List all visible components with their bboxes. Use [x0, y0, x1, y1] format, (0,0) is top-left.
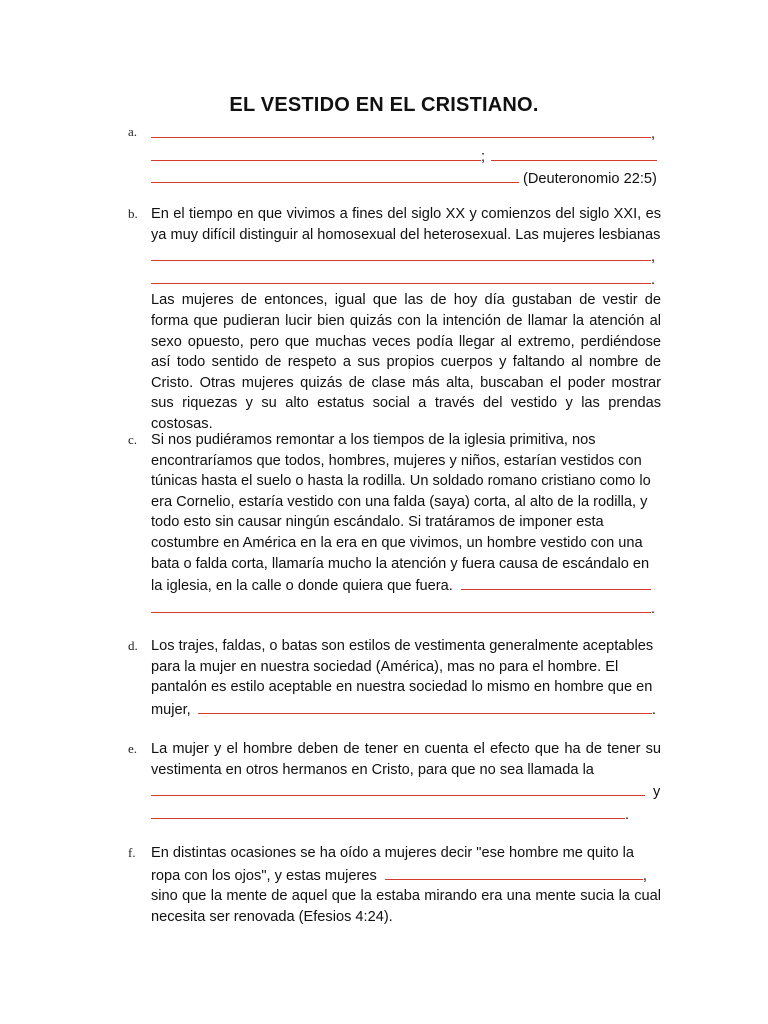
fill-blank[interactable]	[151, 167, 519, 183]
item-b-body	[151, 204, 661, 435]
item-f-text-start: En distintas ocasiones se ha oído a mujeres decir "ese hombre me quito la ropa con los ojos", y estas mujeres	[151, 845, 634, 884]
item-f	[128, 843, 664, 927]
document-title: EL VESTIDO EN EL CRISTIANO.	[229, 94, 539, 116]
fill-blank[interactable]	[151, 803, 625, 819]
punctuation: ;	[481, 148, 486, 165]
item-c-body	[151, 430, 661, 619]
punctuation: .	[625, 806, 630, 823]
item-f-text-end: sino que la mente de aquel que la estaba mirando era una mente sucia la cual necesita ser renovada (Efesios 4:24).	[151, 888, 661, 925]
punctuation: .	[651, 701, 656, 718]
item-c	[128, 430, 664, 619]
fill-blank[interactable]	[491, 145, 657, 161]
item-e-marker: e.	[128, 741, 138, 756]
punctuation: ,	[642, 867, 647, 884]
item-e	[128, 739, 664, 825]
item-d-body	[151, 636, 661, 720]
fill-blank[interactable]	[151, 145, 481, 161]
scripture-reference: (Deuteronomio 22:5)	[523, 171, 657, 188]
fill-blank[interactable]	[198, 698, 652, 714]
fill-blank[interactable]	[151, 268, 651, 284]
fill-blank[interactable]	[461, 574, 651, 590]
item-b-marker: b.	[128, 206, 138, 221]
item-d	[128, 636, 664, 720]
punctuation: .	[651, 271, 656, 288]
item-b	[128, 204, 664, 435]
item-e-text: La mujer y el hombre deben de tener en cuenta el efecto que ha de tener su vestimenta en otros hermanos en Cristo, para que no sea llamada la	[151, 741, 661, 778]
fill-blank[interactable]	[151, 245, 651, 261]
item-e-body	[151, 739, 661, 825]
punctuation: ,	[651, 126, 656, 142]
item-a-body	[151, 122, 661, 190]
item-b-paragraph: Las mujeres de entonces, igual que las de hoy día gustaban de vestir de forma que pudieran lucir bien quizás con la intención de llamar la atención al sexo opuesto, pero que muchas veces podía llegar al extremo, perdiéndose así todo sentido de respeto a sus propios cuerpos y faltando al nombre de Cristo. Otras mujeres quizás de clase más alta, buscaban el poder mostrar sus riquezas y su alto estatus social a través del vestido y las prendas costosas.	[151, 292, 661, 432]
fill-blank[interactable]	[151, 780, 645, 796]
item-f-marker: f.	[128, 845, 136, 860]
punctuation: .	[651, 600, 656, 617]
fill-blank[interactable]	[385, 864, 643, 880]
item-c-text: Si nos pudiéramos remontar a los tiempos de la iglesia primitiva, nos encontraríamos que todos, hombres, mujeres y niños, estarían vestidos con túnicas hasta el suelo o hasta la rodilla. Un soldado romano cristiano como lo era Cornelio, estaría vestido con una falda (saya) corta, al alto de la rodilla, y todo esto sin causar ningún escándalo. Si tratáramos de imponer esta costumbre en América en la era en que vivimos, un hombre vestido con una bata o falda corta, llamaría mucho la atención y fuera causa de escándalo en la iglesia, en la calle o donde quiera que fuera.	[151, 432, 651, 595]
fill-blank[interactable]	[151, 122, 651, 138]
item-b-intro: En el tiempo en que vivimos a fines del siglo XX y comienzos del siglo XXI, es ya muy difícil distinguir al homosexual del heterosexual. Las mujeres lesbianas	[151, 206, 661, 243]
item-a-marker: a.	[128, 124, 138, 139]
item-c-marker: c.	[128, 432, 138, 447]
item-d-text: Los trajes, faldas, o batas son estilos de vestimenta generalmente aceptables para la mujer en nuestra sociedad (América), mas no para el hombre. El pantalón es estilo aceptable en nuestra sociedad lo mismo en hombre que en mujer,	[151, 638, 654, 718]
item-d-marker: d.	[128, 638, 138, 653]
punctuation: ,	[651, 249, 656, 266]
item-a	[128, 122, 664, 190]
item-f-body	[151, 843, 661, 927]
fill-blank[interactable]	[151, 597, 651, 613]
conjunction: y	[653, 784, 661, 801]
